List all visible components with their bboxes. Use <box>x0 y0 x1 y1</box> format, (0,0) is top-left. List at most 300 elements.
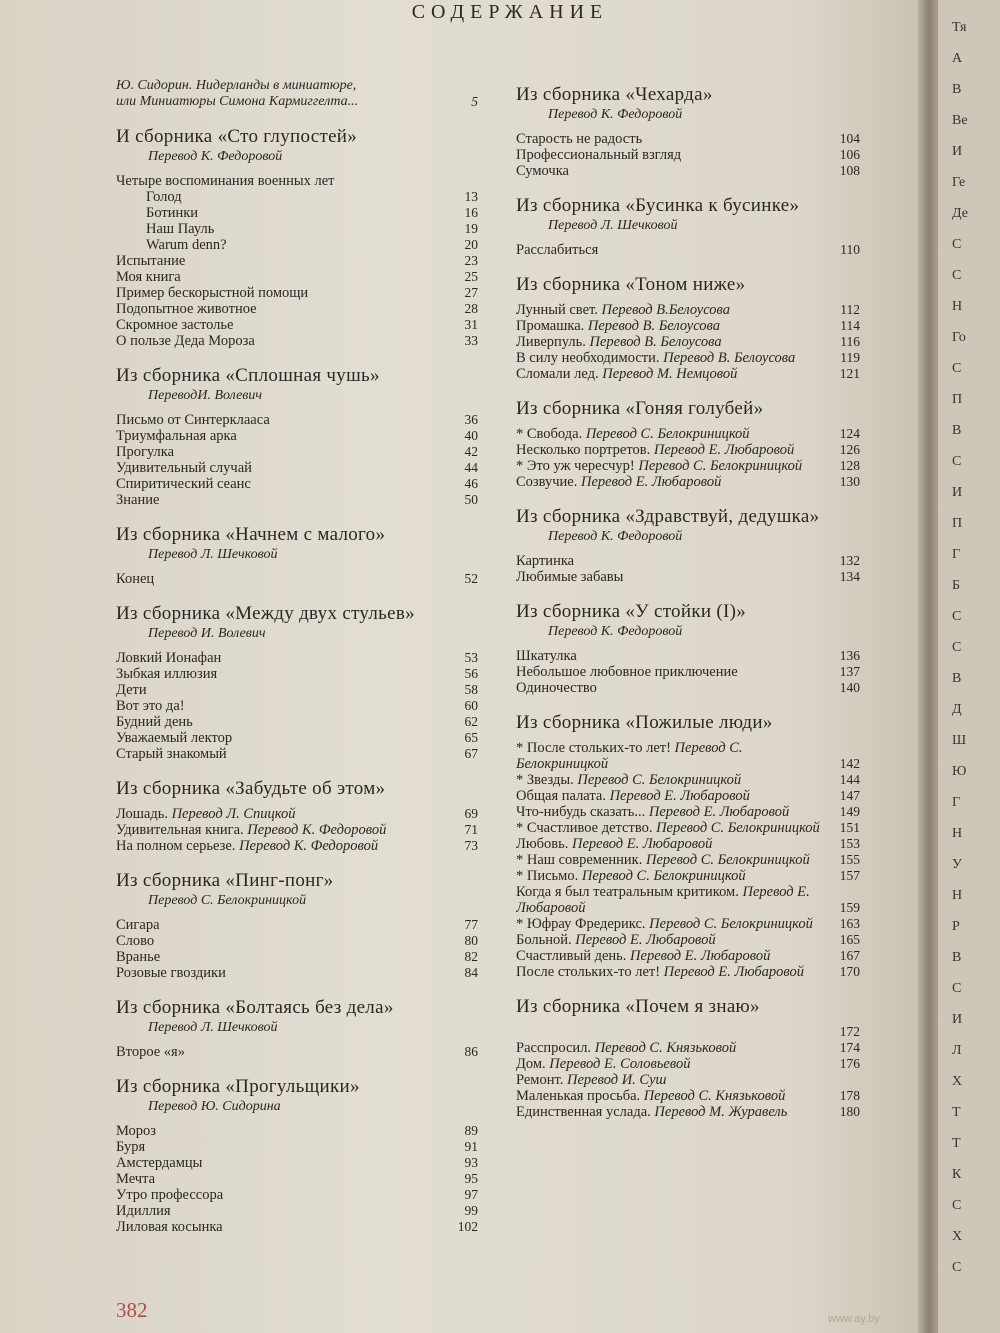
section-title: Из сборника «Болтаясь без дела» <box>116 997 394 1018</box>
facing-page-fragment: И <box>952 144 963 159</box>
entry-title: Созвучие. <box>516 474 578 490</box>
facing-page-fragment: В <box>952 950 962 965</box>
page-ref: 174 <box>839 1040 860 1055</box>
entry-translator: Перевод С. Белокриницкой <box>577 772 742 788</box>
toc-entry <box>116 189 478 205</box>
entry-title: О пользе Деда Мороза <box>116 333 255 349</box>
toc-entry <box>116 444 478 460</box>
entry-title: Триумфальная арка <box>116 428 237 444</box>
page-ref: 86 <box>464 1044 478 1059</box>
entry-title: Спиритический сеанс <box>116 476 251 492</box>
page-ref: 106 <box>839 147 860 162</box>
entry-title: Общая палата. <box>516 788 606 804</box>
entry-title: Когда я был театральным критиком. <box>516 884 739 900</box>
entry-text <box>516 664 826 680</box>
entry-translator: Перевод С. Белокриницкой <box>516 740 743 772</box>
page-header: СОДЕРЖАНИЕ <box>411 1 609 23</box>
entry-title: Удивительный случай <box>116 460 252 476</box>
entry-text <box>116 1139 444 1155</box>
page-ref: 84 <box>464 965 478 980</box>
toc-entry <box>116 949 478 965</box>
toc-left-column <box>116 78 478 1235</box>
entry-title: Второе «я» <box>116 1044 185 1060</box>
entry-text <box>116 838 444 854</box>
facing-page-fragment: Н <box>952 826 963 841</box>
section-translator: Перевод К. Федоровой <box>148 149 283 164</box>
toc-entry <box>516 788 860 804</box>
entry-translator: Перевод Е. Любаровой <box>572 836 713 852</box>
page-ref: 33 <box>464 333 478 348</box>
toc-entry <box>516 740 860 772</box>
toc-entry <box>516 442 860 458</box>
toc-entry <box>116 412 478 428</box>
entry-text <box>516 426 826 442</box>
toc-entry <box>516 932 860 948</box>
entry-translator: Перевод К. Федоровой <box>247 822 387 838</box>
page-ref: 16 <box>464 205 478 220</box>
entry-text <box>516 302 826 318</box>
toc-entry <box>516 350 860 366</box>
entry-title: Единственная услада. <box>516 1104 651 1120</box>
page-ref: 23 <box>464 253 478 268</box>
toc-entry <box>516 1040 860 1056</box>
page-ref: 95 <box>464 1171 478 1186</box>
page-ref: 151 <box>839 820 860 835</box>
page-ref: 99 <box>464 1203 478 1218</box>
section-title: Из сборника «Между двух стульев» <box>116 603 415 624</box>
entry-text <box>116 714 444 730</box>
entry-text <box>516 964 826 980</box>
entry-title: После стольких-то лет! <box>516 964 661 980</box>
toc-entry <box>116 917 478 933</box>
entry-text <box>516 820 826 836</box>
entry-text <box>516 680 826 696</box>
entry-text <box>516 318 826 334</box>
entry-text <box>116 333 444 349</box>
page-ref: 91 <box>464 1139 478 1154</box>
page-ref: 67 <box>464 746 478 761</box>
entry-text <box>116 412 444 428</box>
toc-entry <box>116 205 478 221</box>
facing-page-fragment: Р <box>952 919 960 934</box>
toc-entry <box>116 1203 478 1219</box>
entry-text <box>516 474 826 490</box>
entry-title: Лошадь. <box>116 806 168 822</box>
facing-page-fragment: Г <box>952 795 961 810</box>
page-ref: 25 <box>464 269 478 284</box>
toc-entry <box>116 714 478 730</box>
facing-page-fragment: Го <box>952 330 966 345</box>
facing-page-fragment: Т <box>952 1105 961 1120</box>
entry-translator: Перевод Е. Соловьевой <box>549 1056 691 1072</box>
entry-title: Удивительная книга. <box>116 822 244 838</box>
toc-entry <box>116 1219 478 1235</box>
toc-entry <box>116 173 478 189</box>
entry-title: Лунный свет. <box>516 302 598 318</box>
toc-entry <box>116 237 478 253</box>
entry-text <box>116 965 444 981</box>
facing-page-fragment: Т <box>952 1136 961 1151</box>
section-title: Из сборника «Прогульщики» <box>116 1076 360 1097</box>
toc-entry <box>116 965 478 981</box>
page-ref: 80 <box>464 933 478 948</box>
toc-entry <box>116 698 478 714</box>
facing-page-fragment: Н <box>952 888 963 903</box>
entry-text <box>116 317 444 333</box>
toc-entry <box>116 1187 478 1203</box>
entry-title: Ливерпуль. <box>516 334 586 350</box>
entry-text <box>116 269 444 285</box>
entry-text <box>516 948 826 964</box>
entry-text <box>516 163 826 179</box>
page-ref: 140 <box>839 680 860 695</box>
facing-page-fragment: Х <box>952 1229 963 1244</box>
entry-text <box>116 476 444 492</box>
entry-text <box>116 1219 444 1235</box>
section-title: Из сборника «Сплошная чушь» <box>116 365 380 386</box>
section-translator: Перевод К. Федоровой <box>548 624 683 639</box>
entry-text <box>516 1088 826 1104</box>
entry-translator: Перевод Е. Любаровой <box>648 804 790 820</box>
entry-text <box>516 804 826 820</box>
entry-translator: Перевод Е. Любаровой <box>575 932 716 948</box>
toc-entry <box>116 1044 478 1060</box>
entry-title: * Счастливое детство. <box>516 820 653 836</box>
section-title: Из сборника «Тоном ниже» <box>516 274 746 295</box>
page-ref: 121 <box>839 366 860 381</box>
page-ref: 82 <box>464 949 478 964</box>
entry-translator: Перевод В. Белоусова <box>663 350 796 366</box>
toc-entry <box>116 806 478 822</box>
facing-page-fragment: Б <box>952 578 961 593</box>
entry-text <box>116 650 444 666</box>
facing-page-fragment: А <box>952 51 963 66</box>
section-title: И сборника «Сто глупостей» <box>116 126 358 147</box>
entry-title: Письмо от Синтерклааса <box>116 412 270 428</box>
toc-entry <box>516 852 860 868</box>
toc-entry <box>116 317 478 333</box>
entry-text <box>516 884 826 916</box>
page-ref: 137 <box>839 664 860 679</box>
toc-entry <box>516 772 860 788</box>
toc-entry <box>116 1123 478 1139</box>
entry-title: Одиночество <box>516 680 597 696</box>
intro-line <box>116 78 478 94</box>
section-translator: Перевод Л. Шечковой <box>148 1020 278 1035</box>
toc-entry <box>516 474 860 490</box>
entry-title: Подопытное животное <box>116 301 257 317</box>
facing-page-fragment: И <box>952 1012 963 1027</box>
toc-entry <box>116 476 478 492</box>
entry-title: Дом. <box>516 1056 546 1072</box>
toc-entry <box>116 571 478 587</box>
entry-text <box>516 932 826 948</box>
page-ref: 5 <box>471 94 478 109</box>
entry-title: Ремонт. <box>516 1072 564 1088</box>
entry-text <box>116 682 444 698</box>
entry-translator: Перевод К. Федоровой <box>239 838 379 854</box>
section-title: Из сборника «Бусинка к бусинке» <box>516 195 800 216</box>
entry-text <box>516 852 826 868</box>
entry-title: Ловкий Ионафан <box>116 650 222 666</box>
toc-entry <box>116 666 478 682</box>
entry-title: Сумочка <box>516 163 569 179</box>
entry-title: Конец <box>116 571 155 587</box>
page-ref: 77 <box>464 917 478 932</box>
entry-translator: Перевод В.Белоусова <box>601 302 730 318</box>
toc-entry <box>116 730 478 746</box>
toc-entry <box>516 366 860 382</box>
facing-page-fragment: И <box>952 485 963 500</box>
toc-entry <box>116 838 478 854</box>
facing-page-edge <box>938 0 1000 1333</box>
entry-text <box>516 442 826 458</box>
entry-title: Сигара <box>116 917 160 933</box>
entry-text <box>116 237 444 253</box>
entry-title: Утро профессора <box>116 1187 224 1203</box>
entry-text <box>516 366 826 382</box>
entry-title: Расслабиться <box>516 242 599 258</box>
section-title: Из сборника «У стойки (I)» <box>516 601 747 622</box>
entry-translator: Перевод С. Белокриницкой <box>645 852 810 868</box>
facing-page-fragment: С <box>952 1198 962 1213</box>
entry-text <box>116 933 444 949</box>
entry-text <box>516 916 826 932</box>
toc-entry <box>116 301 478 317</box>
entry-text <box>116 1155 444 1171</box>
section-title: Из сборника «Гоняя голубей» <box>516 398 764 419</box>
entry-translator: Перевод Е. Любаровой <box>581 474 722 490</box>
facing-page-fragment: С <box>952 1260 962 1275</box>
section-translator: Перевод К. Федоровой <box>548 529 683 544</box>
page-number: 382 <box>116 1298 148 1322</box>
page-ref: 134 <box>839 569 860 584</box>
entry-title: Моя книга <box>116 269 181 285</box>
page-ref: 89 <box>464 1123 478 1138</box>
entry-text <box>116 1123 444 1139</box>
facing-page-fragment: С <box>952 361 962 376</box>
toc-entry <box>516 948 860 964</box>
entry-title: Сломали лед. <box>516 366 599 382</box>
page-ref: 102 <box>457 1219 478 1234</box>
toc-entry <box>516 868 860 884</box>
entry-translator: Перевод С. Белокриницкой <box>638 458 803 474</box>
entry-title: Расспросил. <box>516 1040 592 1056</box>
entry-text <box>116 666 444 682</box>
entry-translator: Перевод Е. Любаровой <box>609 788 750 804</box>
page-ref: 42 <box>464 444 478 459</box>
toc-entry <box>516 836 860 852</box>
toc-entry <box>116 650 478 666</box>
entry-title: Картинка <box>516 553 575 569</box>
entry-title: Наш Пауль <box>146 221 215 237</box>
entry-translator: Перевод Е. Любаровой <box>663 964 804 980</box>
page-ref: 71 <box>464 822 478 837</box>
page-ref: 124 <box>839 426 860 441</box>
entry-title: * Наш современник. <box>516 852 643 868</box>
page-ref: 27 <box>464 285 478 300</box>
toc-entry <box>516 131 860 147</box>
entry-title: Пример бескорыстной помощи <box>116 285 309 301</box>
page-ref: 97 <box>464 1187 478 1202</box>
entry-text <box>116 428 444 444</box>
page-ref: 40 <box>464 428 478 443</box>
toc-entry <box>516 334 860 350</box>
entry-text <box>116 1171 444 1187</box>
section-title: Из сборника «Начнем с малого» <box>116 524 386 545</box>
page-ref: 46 <box>464 476 478 491</box>
toc-entry <box>516 553 860 569</box>
page-ref: 163 <box>839 916 860 931</box>
entry-translator: Перевод С. Белокриницкой <box>656 820 820 836</box>
toc-entry <box>116 933 478 949</box>
page-ref: 172 <box>839 1024 860 1039</box>
facing-page-fragment: С <box>952 268 962 283</box>
section-translator: ПереводИ. Волевич <box>148 388 263 403</box>
entry-title: Уважаемый лектор <box>116 730 233 746</box>
toc-entry <box>116 492 478 508</box>
page-ref: 52 <box>464 571 478 586</box>
page-ref: 112 <box>840 302 860 317</box>
entry-text <box>116 571 444 587</box>
section-translator: Перевод К. Федоровой <box>548 107 683 122</box>
entry-title: Небольшое любовное приключение <box>516 664 738 680</box>
toc-entry <box>516 163 860 179</box>
entry-text <box>516 740 826 772</box>
facing-page-fragment: Ге <box>952 175 966 190</box>
entry-title: * После стольких-то лет! <box>516 740 671 756</box>
entry-text <box>116 492 444 508</box>
facing-page-fragment: Ю <box>952 764 967 779</box>
page-ref: 144 <box>839 772 860 787</box>
entry-text <box>116 1044 444 1060</box>
entry-title: Вранье <box>116 949 161 965</box>
page-ref: 130 <box>839 474 860 489</box>
toc-entry <box>516 1088 860 1104</box>
intro-text: Ю. Сидорин. Нидерланды в миниатюре, <box>116 78 357 93</box>
page-ref: 178 <box>839 1088 860 1103</box>
page-ref: 176 <box>839 1056 860 1071</box>
entry-text <box>116 460 444 476</box>
toc-entry <box>116 269 478 285</box>
entry-title: Больной. <box>516 932 572 948</box>
entry-translator: Перевод С. Князьковой <box>594 1040 737 1056</box>
entry-title: В силу необходимости. <box>516 350 660 366</box>
entry-title: * Свобода. <box>516 426 583 442</box>
toc-entry <box>516 1072 860 1088</box>
entry-text <box>116 173 444 189</box>
page-ref: 165 <box>839 932 860 947</box>
entry-title: Любимые забавы <box>516 569 624 585</box>
entry-text <box>516 242 826 258</box>
entry-title: Прогулка <box>116 444 175 460</box>
entry-text <box>516 788 826 804</box>
facing-page-fragment: Де <box>952 206 968 221</box>
section-translator: Перевод И. Волевич <box>148 626 266 641</box>
toc-entry <box>116 822 478 838</box>
facing-page-fragment: П <box>952 516 963 531</box>
toc-entry <box>116 1171 478 1187</box>
toc-entry <box>516 458 860 474</box>
page-ref: 58 <box>464 682 478 697</box>
facing-page-fragment: С <box>952 237 962 252</box>
facing-page-fragment: С <box>952 981 962 996</box>
page-ref: 73 <box>464 838 478 853</box>
toc-entry <box>116 428 478 444</box>
entry-text <box>116 221 444 237</box>
intro-text: или Миниатюры Симона Кармиггелта... <box>116 94 359 109</box>
toc-entry <box>516 884 860 916</box>
page-ref: 180 <box>839 1104 860 1119</box>
entry-translator: Перевод И. Суш <box>567 1072 667 1088</box>
page-ref: 157 <box>839 868 860 883</box>
facing-page-fragment: Ве <box>952 113 968 128</box>
page-ref: 31 <box>464 317 478 332</box>
page-ref: 28 <box>464 301 478 316</box>
toc-entry <box>516 426 860 442</box>
page-ref: 167 <box>839 948 860 963</box>
watermark: www.ay.by <box>828 1313 880 1325</box>
entry-title: Что-нибудь сказать... <box>516 804 646 820</box>
page-ref: 104 <box>839 131 860 146</box>
entry-translator: Перевод М. Журавель <box>654 1104 788 1120</box>
entry-title: * Юфрау Фредерикс. <box>516 916 646 932</box>
page-ref: 56 <box>464 666 478 681</box>
toc-entry <box>516 242 860 258</box>
section-title: Из сборника «Пинг-понг» <box>116 870 334 891</box>
page-ref: 126 <box>839 442 860 457</box>
entry-text <box>116 949 444 965</box>
entry-text <box>116 285 444 301</box>
page-ref: 50 <box>464 492 478 507</box>
entry-title: Дети <box>116 682 147 698</box>
entry-title: Любовь. <box>516 836 569 852</box>
entry-text <box>116 698 444 714</box>
entry-translator: Перевод В. Белоусова <box>587 318 721 334</box>
toc-entry <box>516 1024 860 1040</box>
toc-entry <box>116 460 478 476</box>
toc-entry <box>516 804 860 820</box>
page-ref: 116 <box>840 334 860 349</box>
entry-text <box>516 772 826 788</box>
entry-text <box>516 553 826 569</box>
facing-page-fragment: В <box>952 82 962 97</box>
entry-translator: Перевод В. Белоусова <box>589 334 722 350</box>
entry-title: Буря <box>116 1139 146 1155</box>
section-title: Из сборника «Пожилые люди» <box>516 712 773 733</box>
entry-text <box>516 131 826 147</box>
facing-page-fragment: Н <box>952 299 963 314</box>
entry-title: * Это уж чересчур! <box>516 458 635 474</box>
facing-page-fragment: С <box>952 609 962 624</box>
toc-entry <box>116 285 478 301</box>
entry-text <box>116 253 444 269</box>
facing-page-fragment: К <box>952 1167 962 1182</box>
section-title: Из сборника «Здравствуй, дедушка» <box>516 506 820 527</box>
facing-page-fragment: В <box>952 671 962 686</box>
entry-text <box>116 189 444 205</box>
facing-page-fragment: В <box>952 423 962 438</box>
entry-text <box>116 1203 444 1219</box>
toc-entry <box>516 147 860 163</box>
toc-entry <box>116 682 478 698</box>
entry-text <box>516 1040 826 1056</box>
entry-title: Старость не радость <box>516 131 643 147</box>
entry-translator: Перевод С. Белокриницкой <box>649 916 813 932</box>
toc-entry <box>516 1104 860 1120</box>
page-ref: 170 <box>839 964 860 979</box>
entry-text <box>516 458 826 474</box>
